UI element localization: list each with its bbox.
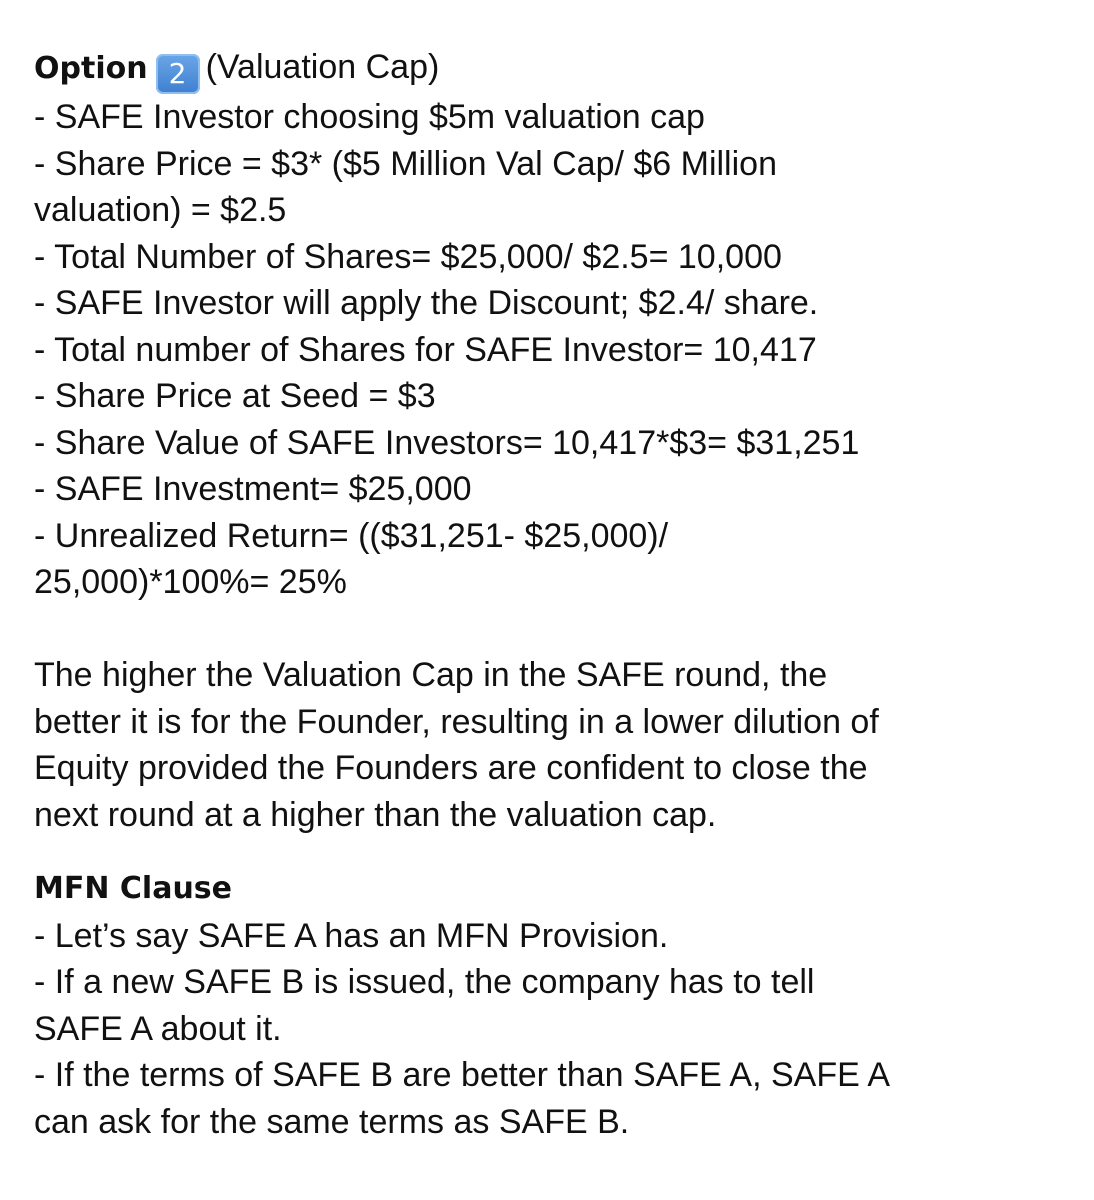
paragraph-line: The higher the Valuation Cap in the SAFE round, the (34, 656, 828, 694)
blank-line (34, 606, 1064, 653)
option-line: - SAFE Investor choosing $5m valuation cap (34, 98, 705, 136)
option-lines (34, 94, 1064, 606)
option-line: - SAFE Investment= $25,000 (34, 470, 472, 508)
mfn-lines (34, 913, 1064, 1146)
option-title: Option (34, 51, 148, 86)
summary-paragraph (34, 652, 1064, 838)
option-heading (34, 44, 1064, 94)
option-line: - SAFE Investor will apply the Discount; $2.4/ share. (34, 284, 819, 322)
mfn-line: can ask for the same terms as SAFE B. (34, 1102, 630, 1141)
mfn-line: SAFE A about it. (34, 1009, 282, 1048)
option-line: - Total Number of Shares= $25,000/ $2.5= 10,000 (34, 237, 782, 276)
paragraph-line: Equity provided the Founders are confident to close the (34, 749, 868, 787)
option-line: - Total number of Shares for SAFE Investor= 10,417 (34, 330, 817, 369)
option-line: - Unrealized Return= (($31,251- $25,000)/ (34, 516, 669, 555)
mfn-line: - If a new SAFE B is issued, the company has to tell (34, 963, 815, 1001)
mfn-line: - If the terms of SAFE B are better than SAFE A, SAFE A (34, 1056, 891, 1094)
option-line: 25,000)*100%= 25% (34, 563, 347, 601)
mfn-heading (34, 864, 1064, 913)
option-line: - Share Price = $3* ($5 Million Val Cap/ $6 Million (34, 144, 777, 183)
option-subtitle: (Valuation Cap) (205, 48, 440, 86)
mfn-line: - Let’s say SAFE A has an MFN Provision. (34, 916, 669, 955)
keycap-number-icon: 2 (156, 54, 200, 94)
paragraph-line: next round at a higher than the valuation cap. (34, 795, 717, 834)
mfn-title: MFN Clause (34, 871, 233, 906)
option-line: - Share Price at Seed = $3 (34, 377, 436, 415)
option-line: - Share Value of SAFE Investors= 10,417*$3= $31,251 (34, 423, 860, 462)
paragraph-line: better it is for the Founder, resulting in a lower dilution of (34, 702, 879, 741)
option-line: valuation) = $2.5 (34, 191, 287, 229)
